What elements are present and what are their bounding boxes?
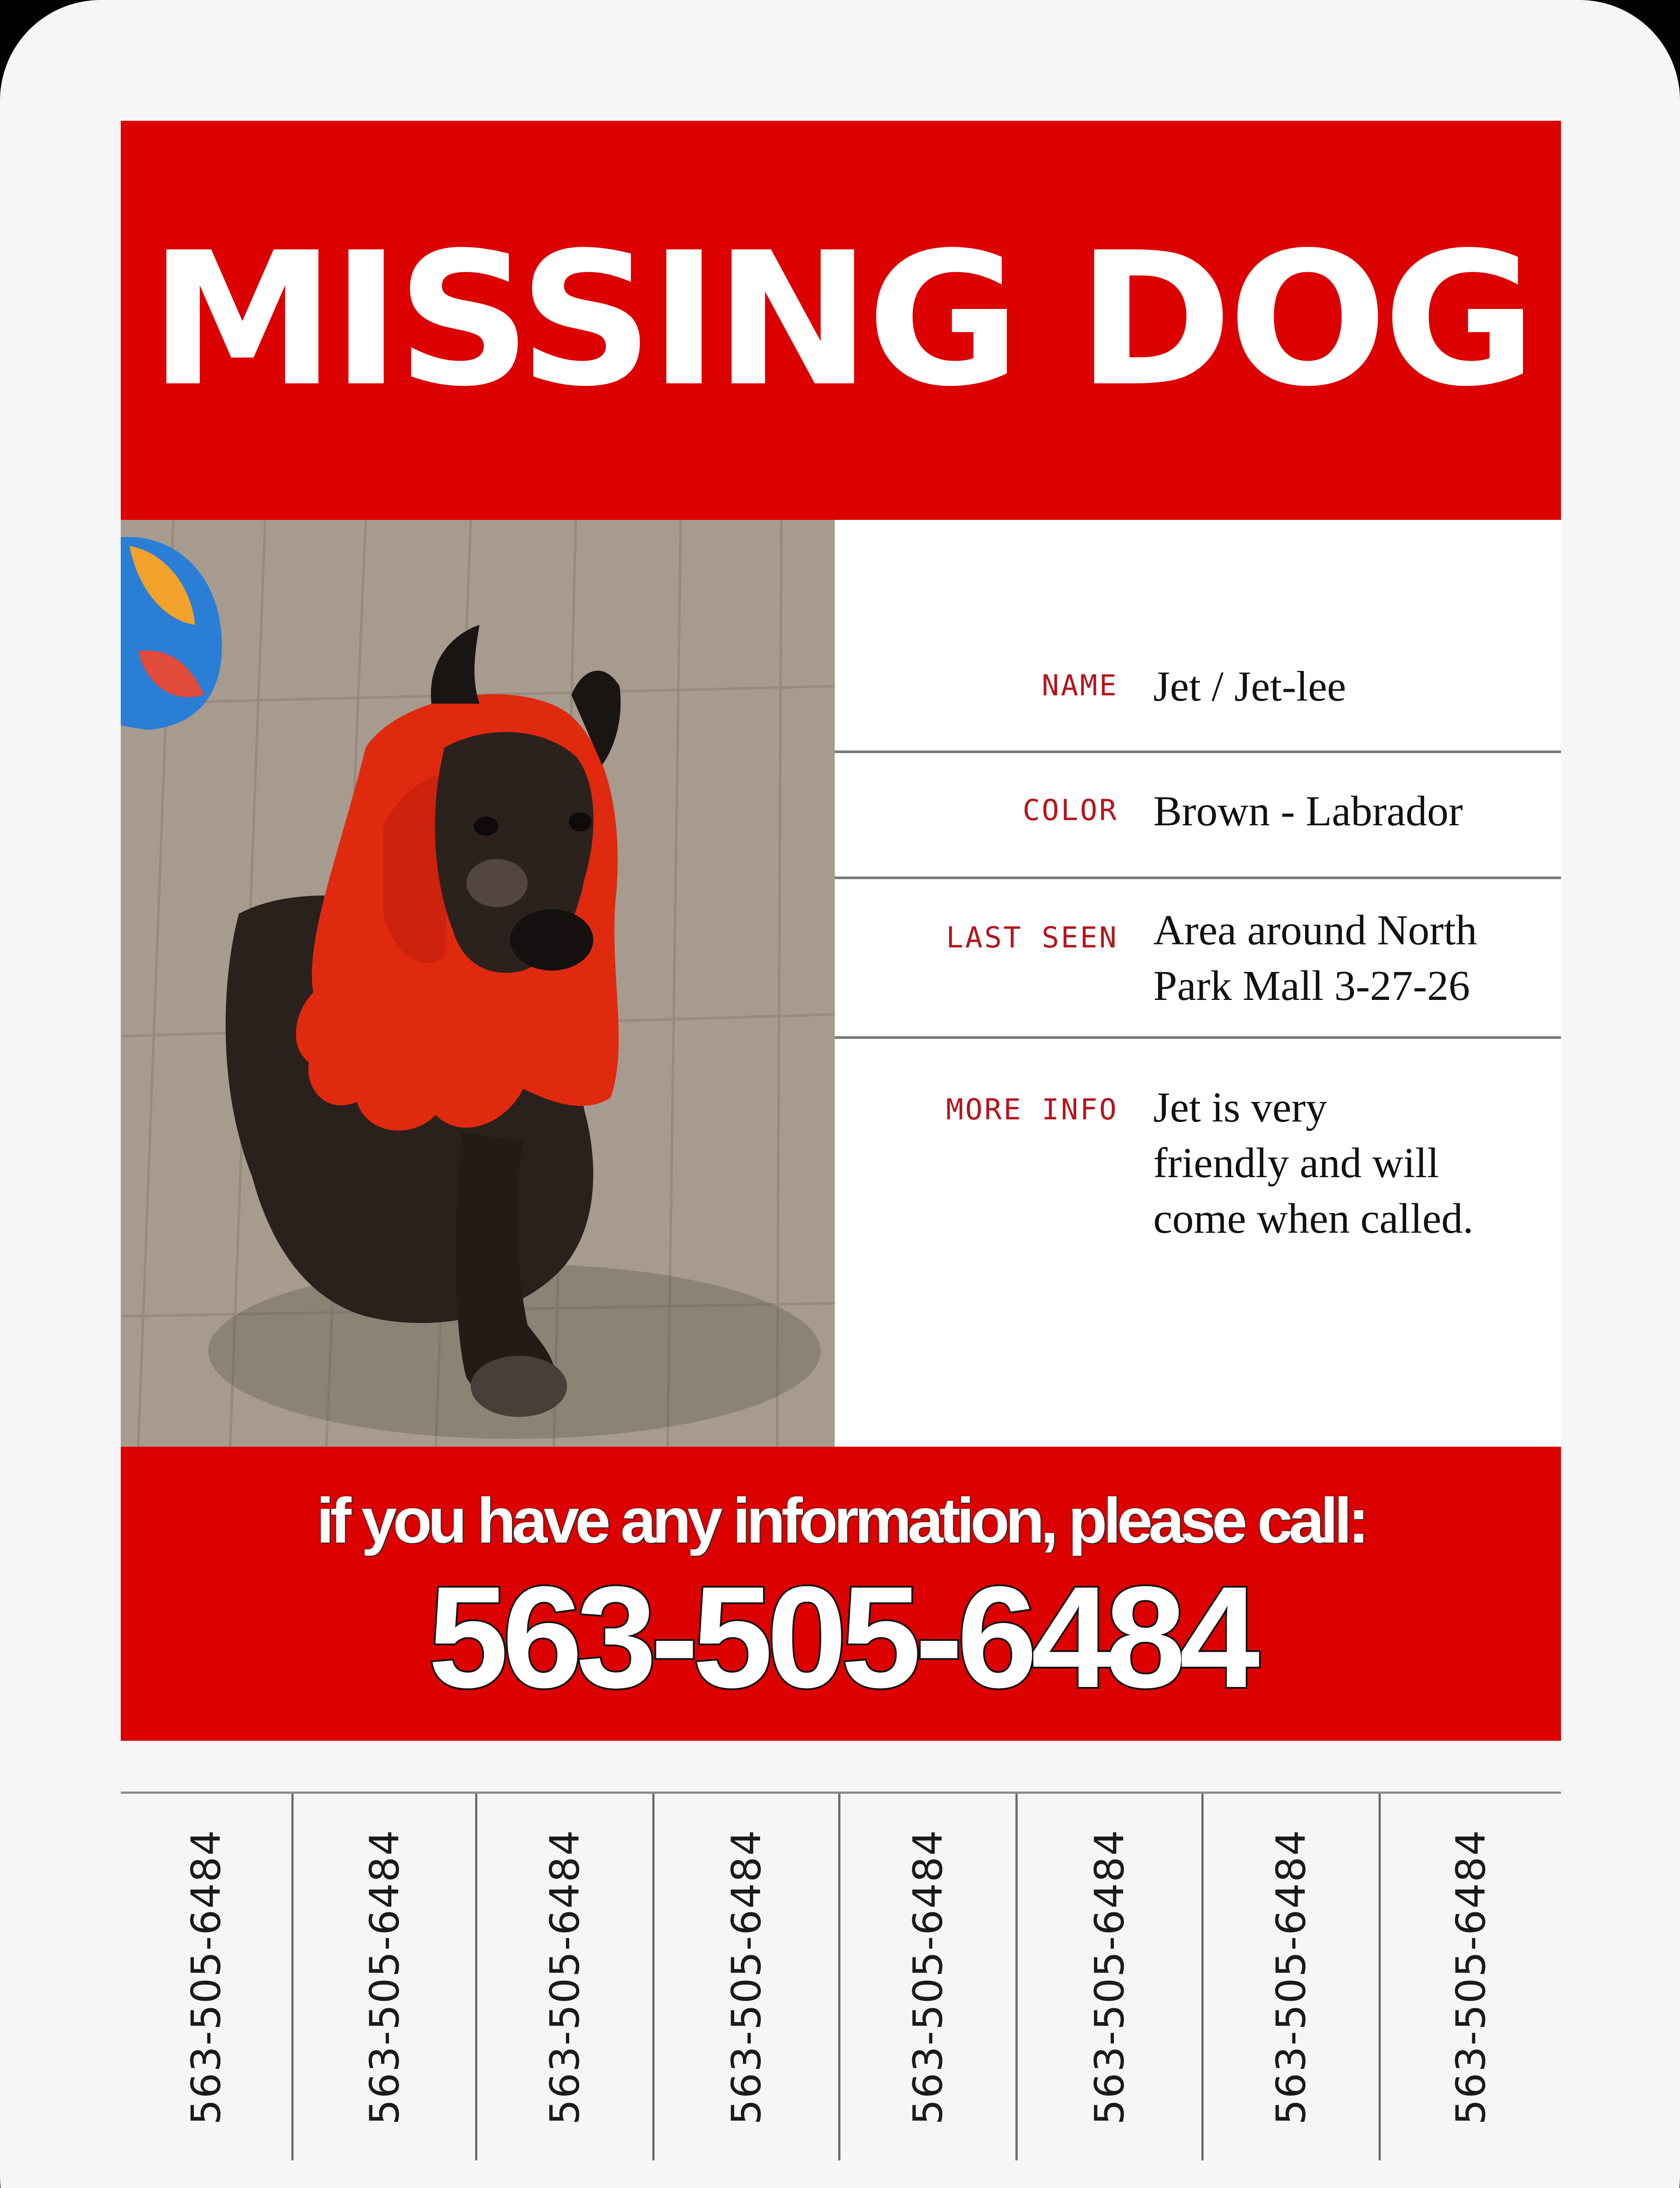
- tear-tab-phone: 563-505-6484: [361, 1829, 408, 2125]
- detail-label: MORE INFO: [946, 1093, 1118, 1126]
- detail-value: Brown - Labrador: [1153, 788, 1463, 835]
- tear-tab-phone: 563-505-6484: [1447, 1829, 1494, 2125]
- tear-tab[interactable]: [840, 1794, 1018, 2160]
- details-panel: [835, 520, 1561, 1447]
- detail-value: Jet is very friendly and will come when called.: [1153, 1084, 1474, 1242]
- detail-row-color: [835, 753, 1561, 879]
- detail-row-more-info: [835, 1039, 1561, 1447]
- tear-tab-phone: 563-505-6484: [541, 1829, 588, 2125]
- call-prompt: if you have any information, please call:: [316, 1485, 1365, 1556]
- tear-tab[interactable]: [654, 1794, 840, 2160]
- tear-tab[interactable]: [1381, 1794, 1561, 2160]
- tear-tab[interactable]: [1018, 1794, 1204, 2160]
- tear-tab[interactable]: [294, 1794, 477, 2160]
- tear-tab-phone: 563-505-6484: [904, 1829, 952, 2125]
- call-banner: [121, 1447, 1561, 1741]
- tear-tab-phone: 563-505-6484: [1267, 1829, 1315, 2125]
- tear-tab-phone: 563-505-6484: [1086, 1829, 1133, 2125]
- detail-row-name: [835, 520, 1561, 753]
- tear-tab-phone: 563-505-6484: [182, 1829, 230, 2125]
- detail-label: LAST SEEN: [946, 921, 1118, 954]
- details-section: [121, 520, 1561, 1447]
- tear-tab[interactable]: [1204, 1794, 1381, 2160]
- tear-off-tabs: [121, 1792, 1561, 2160]
- phone-number: 563-505-6484: [428, 1556, 1254, 1718]
- detail-label: NAME: [1042, 669, 1118, 702]
- tear-tab-phone: 563-505-6484: [723, 1829, 770, 2125]
- detail-row-last-seen: [835, 879, 1561, 1039]
- flyer-title: MISSING DOG: [149, 213, 1533, 427]
- dog-photo: [121, 520, 835, 1447]
- detail-label: COLOR: [1022, 793, 1118, 827]
- title-banner: [121, 121, 1561, 520]
- tear-tab[interactable]: [477, 1794, 654, 2160]
- tear-tab[interactable]: [121, 1794, 294, 2160]
- detail-value: Area around North Park Mall 3-27-26: [1153, 907, 1477, 1010]
- detail-value: Jet / Jet-lee: [1153, 663, 1346, 710]
